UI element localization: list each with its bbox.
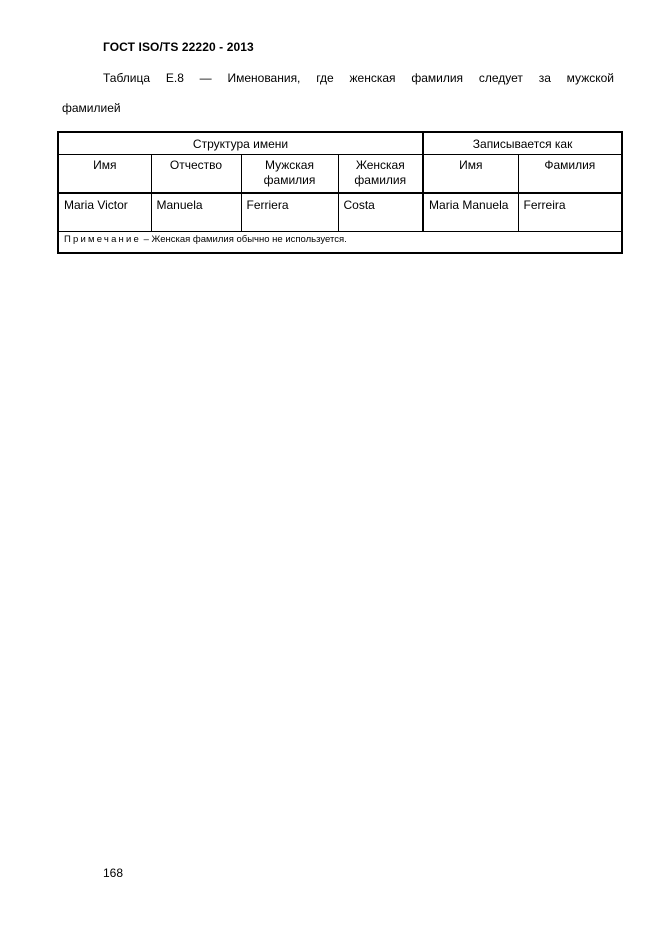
table-note-row [58,232,622,254]
caption-word: фамилия [411,71,464,85]
column-header: Женская фамилия [338,155,423,194]
table-cell: Ferriera [241,193,338,232]
table-caption-line2: фамилией [62,101,121,115]
caption-word: Таблица [103,71,151,85]
names-table [57,131,623,254]
table-cell: Maria Manuela [423,193,518,232]
caption-word: — [199,71,212,85]
table-cell: Costa [338,193,423,232]
group-header-row [58,132,622,155]
table-cell: Manuela [151,193,241,232]
group-header-name-structure: Структура имени [58,132,423,155]
caption-word: женская [349,71,396,85]
note-label: Примечание [64,234,141,245]
column-header: Имя [58,155,151,194]
caption-word: мужской [566,71,614,85]
caption-word: Именования, [227,71,301,85]
table-caption-line1 [103,71,614,85]
caption-word: за [538,71,551,85]
column-header-row [58,155,622,194]
column-header: Отчество [151,155,241,194]
table-row [58,193,622,232]
group-header-recorded-as: Записывается как [423,132,622,155]
column-header: Имя [423,155,518,194]
caption-word: Е.8 [165,71,184,85]
caption-word: следует [478,71,523,85]
table-cell: Maria Victor [58,193,151,232]
table-note [58,232,622,254]
note-text: – Женская фамилия обычно не используется. [141,234,347,245]
column-header: Мужская фамилия [241,155,338,194]
table-cell: Ferreira [518,193,622,232]
column-header: Фамилия [518,155,622,194]
page-number: 168 [103,866,124,880]
document-header: ГОСТ ISO/TS 22220 - 2013 [103,40,254,54]
caption-word: где [316,71,334,85]
